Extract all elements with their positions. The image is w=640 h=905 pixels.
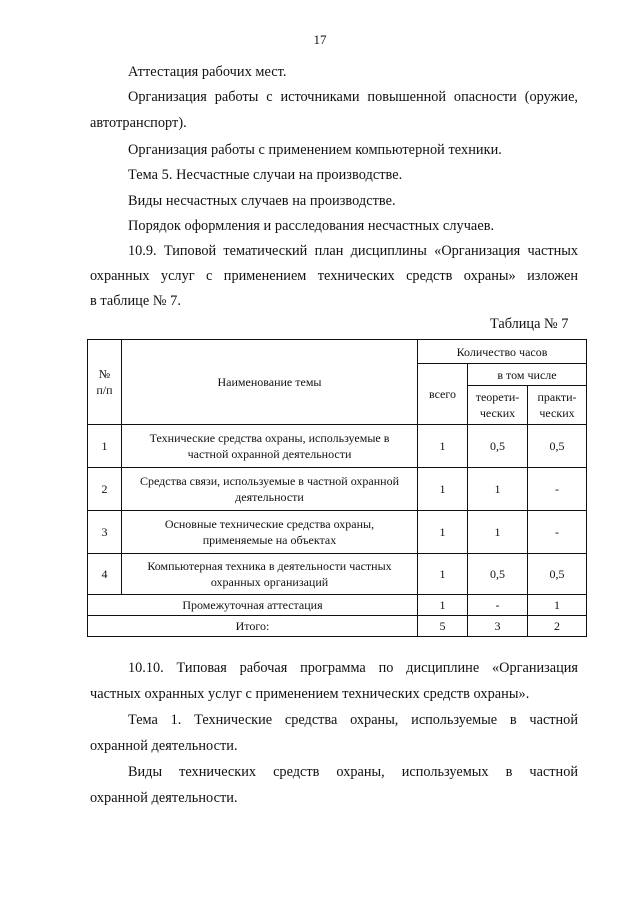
table-caption: Таблица № 7 (490, 316, 569, 332)
row-topic-name-line2: применяемые на объектах (202, 533, 337, 547)
paragraph-10-10-line1: 10.10. Типовая рабочая программа по дисциплине «Организация (128, 660, 578, 676)
header-topic-name: Наименование темы (122, 340, 418, 425)
header-total: всего (418, 364, 468, 425)
row-total: 1 (418, 468, 468, 511)
interim-total: 1 (418, 595, 468, 616)
row-number: 1 (88, 425, 122, 468)
row-topic-name-line2: охранных организаций (210, 575, 329, 589)
row-topic-name-line1: Компьютерная техника в деятельности частных (147, 559, 392, 573)
header-theory-line2: ческих (479, 406, 516, 420)
paragraph-topic1-line2: охранной деятельности. (90, 738, 238, 754)
row-theory: 1 (468, 468, 528, 511)
row-practice: - (528, 468, 587, 511)
paragraph-10-9-line1: 10.9. Типовой тематический план дисциплины «Организация частных (128, 243, 578, 259)
row-practice: - (528, 511, 587, 554)
interim-practice: 1 (528, 595, 587, 616)
row-theory: 1 (468, 511, 528, 554)
interim-theory: - (468, 595, 528, 616)
table-row (88, 468, 587, 511)
header-practice (528, 386, 587, 425)
paragraph-dangerous-sources-line2: автотранспорт). (90, 115, 187, 131)
interim-label: Промежуточная аттестация (88, 595, 418, 616)
table-row-interim (88, 595, 587, 616)
row-topic-name-line1: Технические средства охраны, используемые в (149, 431, 390, 445)
summary-theory: 3 (468, 616, 528, 637)
paragraph-topic5: Тема 5. Несчастные случаи на производстве. (128, 167, 403, 183)
paragraph-10-10-line2: частных охранных услуг с применением технических средств охраны». (90, 686, 530, 702)
row-topic-name (122, 511, 418, 554)
table-row (88, 425, 587, 468)
header-practice-line1: практи- (537, 390, 577, 404)
paragraph-investigation: Порядок оформления и расследования несчастных случаев. (128, 218, 495, 234)
row-topic-name (122, 425, 418, 468)
row-practice: 0,5 (528, 425, 587, 468)
row-theory: 0,5 (468, 554, 528, 595)
table-row (88, 554, 587, 595)
summary-label: Итого: (88, 616, 418, 637)
header-hours: Количество часов (418, 340, 587, 364)
row-topic-name-line2: деятельности (235, 490, 304, 504)
row-total: 1 (418, 425, 468, 468)
header-theory (468, 386, 528, 425)
row-topic-name-line2: частной охранной деятельности (187, 447, 352, 461)
paragraph-dangerous-sources-line1: Организация работы с источниками повышенной опасности (оружие, (128, 89, 578, 105)
paragraph-attestation: Аттестация рабочих мест. (128, 64, 287, 80)
header-practice-line2: ческих (539, 406, 575, 420)
header-theory-line1: теорети- (475, 390, 520, 404)
summary-total: 5 (418, 616, 468, 637)
paragraph-tech-types-line2: охранной деятельности. (90, 790, 238, 806)
row-number: 3 (88, 511, 122, 554)
row-practice: 0,5 (528, 554, 587, 595)
header-including: в том числе (468, 364, 587, 386)
row-number: 2 (88, 468, 122, 511)
page-number: 17 (313, 32, 327, 47)
paragraph-computer-work: Организация работы с применением компьютерной техники. (128, 142, 502, 158)
row-topic-name-line1: Основные технические средства охраны, (164, 517, 375, 531)
row-theory: 0,5 (468, 425, 528, 468)
topics-table (87, 339, 587, 637)
paragraph-10-9-line3: в таблице № 7. (90, 293, 182, 309)
table-row-summary (88, 616, 587, 637)
header-number (88, 340, 122, 425)
row-total: 1 (418, 511, 468, 554)
table-row (88, 511, 587, 554)
paragraph-accident-types: Виды несчастных случаев на производстве. (128, 193, 396, 209)
row-topic-name (122, 554, 418, 595)
row-number: 4 (88, 554, 122, 595)
header-number-line2: п/п (96, 383, 113, 397)
header-number-line1: № (98, 367, 111, 381)
paragraph-10-9-line2: охранных услуг с применением технических средств охраны» изложен (90, 268, 578, 284)
paragraph-topic1-line1: Тема 1. Технические средства охраны, используемые в частной (128, 712, 578, 728)
summary-practice: 2 (528, 616, 587, 637)
row-topic-name-line1: Средства связи, используемые в частной охранной (139, 474, 400, 488)
paragraph-tech-types-line1: Виды технических средств охраны, используемых в частной (128, 764, 578, 780)
row-total: 1 (418, 554, 468, 595)
row-topic-name (122, 468, 418, 511)
